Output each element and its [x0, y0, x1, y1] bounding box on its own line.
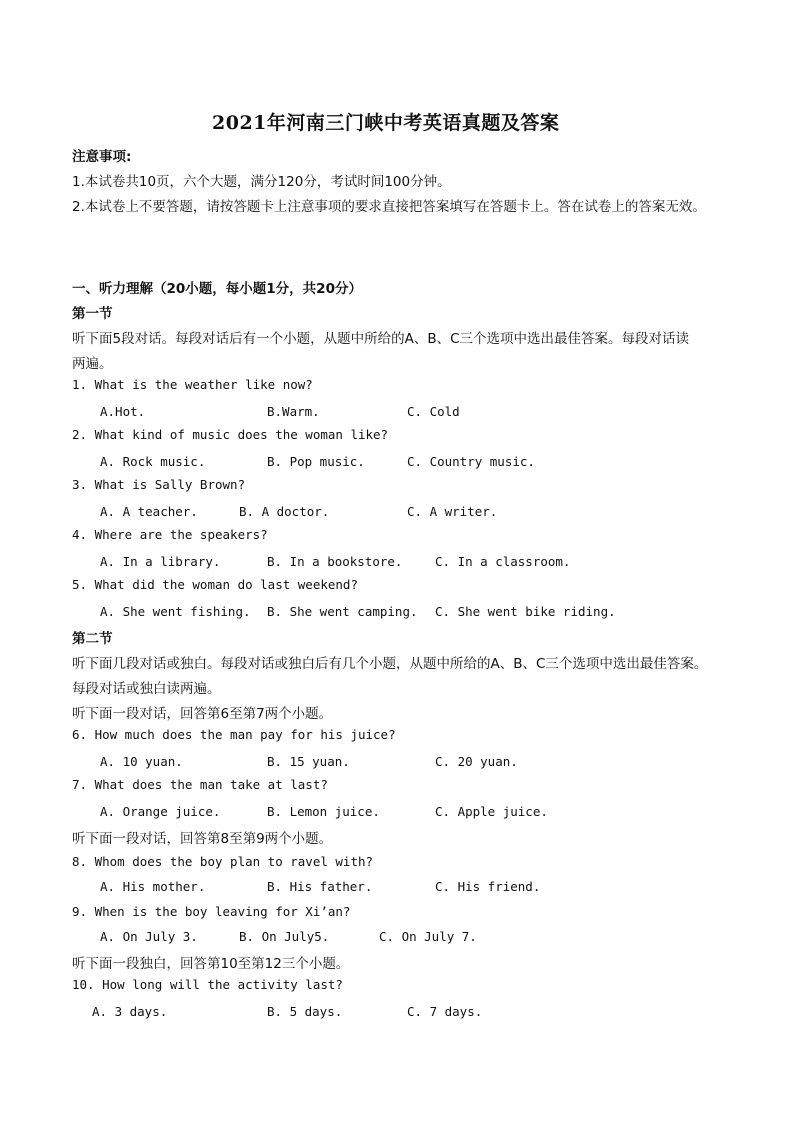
notice-heading: 注意事项: [72, 149, 132, 165]
part-heading: 第一节 [72, 306, 113, 322]
section-heading: 一、听力理解（20小题，每小题1分，共20分） [72, 281, 362, 297]
question-text: 8. Whom does the boy plan to ravel with? [72, 854, 374, 869]
instruction-line: 听下面几段对话或独白。每段对话或独白后有几个小题，从题中所给的A、B、C三个选项中选出最佳答案。 [72, 656, 708, 672]
option-c: C. Cold [407, 404, 460, 419]
option-a: A. She went fishing. [100, 604, 251, 619]
question-text: 9. When is the boy leaving for Xi’an? [72, 904, 351, 919]
option-b: B. Pop music. [267, 454, 365, 469]
option-c: C. Country music. [407, 454, 535, 469]
option-b: B. On July5. [239, 929, 330, 944]
question-text: 7. What does the man take at last? [72, 777, 328, 792]
group-intro: 听下面一段对话，回答第8至第9两个小题。 [72, 831, 333, 847]
option-a: A. A teacher. [100, 504, 198, 519]
instruction-line: 两遍。 [72, 356, 113, 372]
page-title: 2021年河南三门峡中考英语真题及答案 [212, 112, 560, 134]
option-c: C. 7 days. [407, 1004, 483, 1019]
option-b: B. 5 days. [267, 1004, 343, 1019]
question-text: 10. How long will the activity last? [72, 977, 343, 992]
question-text: 5. What did the woman do last weekend? [72, 577, 358, 592]
option-a: A.Hot. [100, 404, 146, 419]
option-b: B. Lemon juice. [267, 804, 380, 819]
option-c: C. In a classroom. [435, 554, 571, 569]
option-c: C. 20 yuan. [435, 754, 518, 769]
group-intro: 听下面一段独白，回答第10至第12三个小题。 [72, 956, 350, 972]
group-intro: 听下面一段对话，回答第6至第7两个小题。 [72, 706, 333, 722]
question-text: 6. How much does the man pay for his juice? [72, 727, 396, 742]
question-text: 4. Where are the speakers? [72, 527, 268, 542]
option-b: B. She went camping. [267, 604, 418, 619]
option-b: B. His father. [267, 879, 373, 894]
question-text: 2. What kind of music does the woman like? [72, 427, 389, 442]
option-c: C. She went bike riding. [435, 604, 616, 619]
option-a: A. Rock music. [100, 454, 206, 469]
option-c: C. On July 7. [379, 929, 477, 944]
option-c: C. A writer. [407, 504, 498, 519]
option-a: A. 3 days. [92, 1004, 168, 1019]
instruction-line: 每段对话或独白读两遍。 [72, 681, 221, 697]
question-text: 3. What is Sally Brown? [72, 477, 246, 492]
option-a: A. 10 yuan. [100, 754, 183, 769]
option-b: B. A doctor. [239, 504, 330, 519]
option-c: C. Apple juice. [435, 804, 548, 819]
option-a: A. His mother. [100, 879, 206, 894]
option-a: A. Orange juice. [100, 804, 221, 819]
instruction-line: 听下面5段对话。每段对话后有一个小题，从题中所给的A、B、C三个选项中选出最佳答案。每段对话读 [72, 331, 690, 347]
notice-item: 2.本试卷上不要答题，请按答题卡上注意事项的要求直接把答案填写在答题卡上。答在试卷上的答案无效。 [72, 199, 706, 215]
option-a: A. In a library. [100, 554, 221, 569]
question-text: 1. What is the weather like now? [72, 377, 313, 392]
option-b: B. 15 yuan. [267, 754, 350, 769]
option-b: B.Warm. [267, 404, 320, 419]
notice-item: 1.本试卷共10页，六个大题，满分120分，考试时间100分钟。 [72, 174, 451, 190]
option-b: B. In a bookstore. [267, 554, 403, 569]
option-a: A. On July 3. [100, 929, 198, 944]
part-heading: 第二节 [72, 631, 113, 647]
option-c: C. His friend. [435, 879, 541, 894]
